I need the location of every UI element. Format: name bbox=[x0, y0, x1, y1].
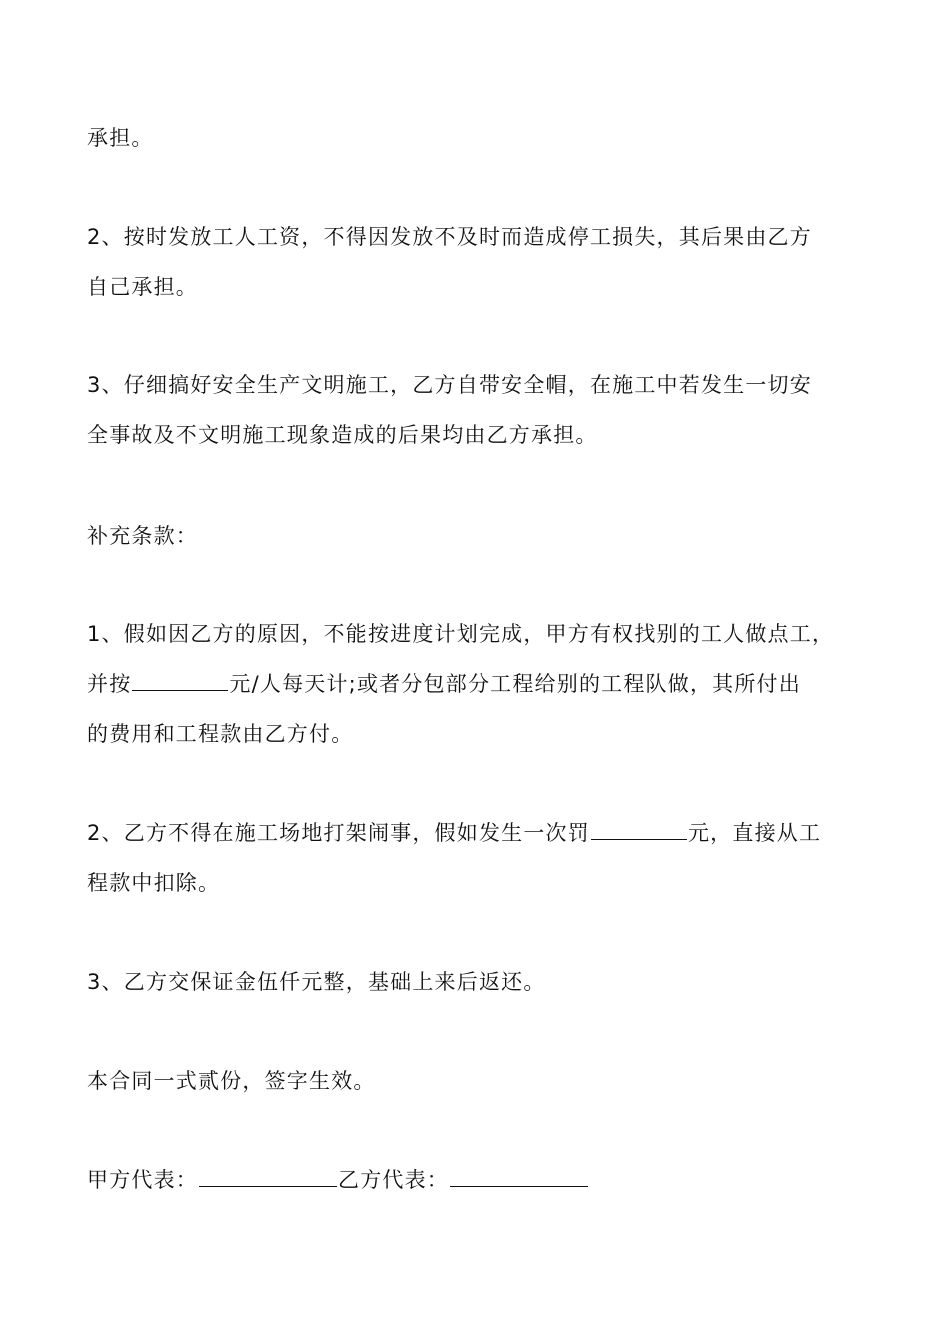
text-line: 程款中扣除。 bbox=[87, 871, 221, 895]
clause-2-wages bbox=[87, 212, 877, 312]
signature-line bbox=[87, 1155, 877, 1205]
text-line: 自己承担。 bbox=[87, 275, 198, 299]
text-line: 补充条款： bbox=[87, 524, 198, 548]
party-a-label: 甲方代表： bbox=[87, 1168, 198, 1192]
supplementary-clause-3 bbox=[87, 957, 877, 1007]
text-segment: 2、乙方不得在施工场地打架闹事，假如发生一次罚 bbox=[87, 821, 590, 845]
text-line: 全事故及不文明施工现象造成的后果均由乙方承担。 bbox=[87, 423, 598, 447]
supplementary-clause-2 bbox=[87, 808, 877, 908]
text-segment: 并按 bbox=[87, 672, 132, 696]
clause-3-safety bbox=[87, 360, 877, 460]
paragraph-continuation bbox=[87, 113, 877, 163]
party-a-signature-blank[interactable] bbox=[199, 1164, 337, 1187]
text-line bbox=[87, 808, 877, 858]
text-line: 1、假如因乙方的原因，不能按进度计划完成，甲方有权找别的工人做点工， bbox=[87, 622, 835, 646]
fill-in-blank-fine-amount[interactable] bbox=[591, 817, 687, 840]
text-line: 3、乙方交保证金伍仟元整，基础上来后返还。 bbox=[87, 970, 546, 994]
text-line: 2、按时发放工人工资，不得因发放不及时而造成停工损失，其后果由乙方 bbox=[87, 225, 812, 249]
text-line: 3、仔细搞好安全生产文明施工，乙方自带安全帽，在施工中若发生一切安 bbox=[87, 373, 812, 397]
text-line bbox=[87, 1155, 877, 1205]
contract-copies-statement bbox=[87, 1056, 877, 1106]
supplementary-clause-1 bbox=[87, 609, 877, 759]
text-line: 本合同一式贰份，签字生效。 bbox=[87, 1069, 376, 1093]
text-segment: 元/人每天计;或者分包部分工程给别的工程队做，其所付出 bbox=[229, 672, 801, 696]
fill-in-blank-daily-rate[interactable] bbox=[132, 668, 228, 691]
supplementary-heading bbox=[87, 511, 877, 561]
party-b-signature-blank[interactable] bbox=[450, 1164, 588, 1187]
text-line: 的费用和工程款由乙方付。 bbox=[87, 722, 354, 746]
text-line bbox=[87, 659, 877, 709]
party-b-label: 乙方代表： bbox=[338, 1168, 449, 1192]
text-segment: 元，直接从工 bbox=[687, 821, 822, 845]
text-line: 承担。 bbox=[87, 126, 154, 150]
